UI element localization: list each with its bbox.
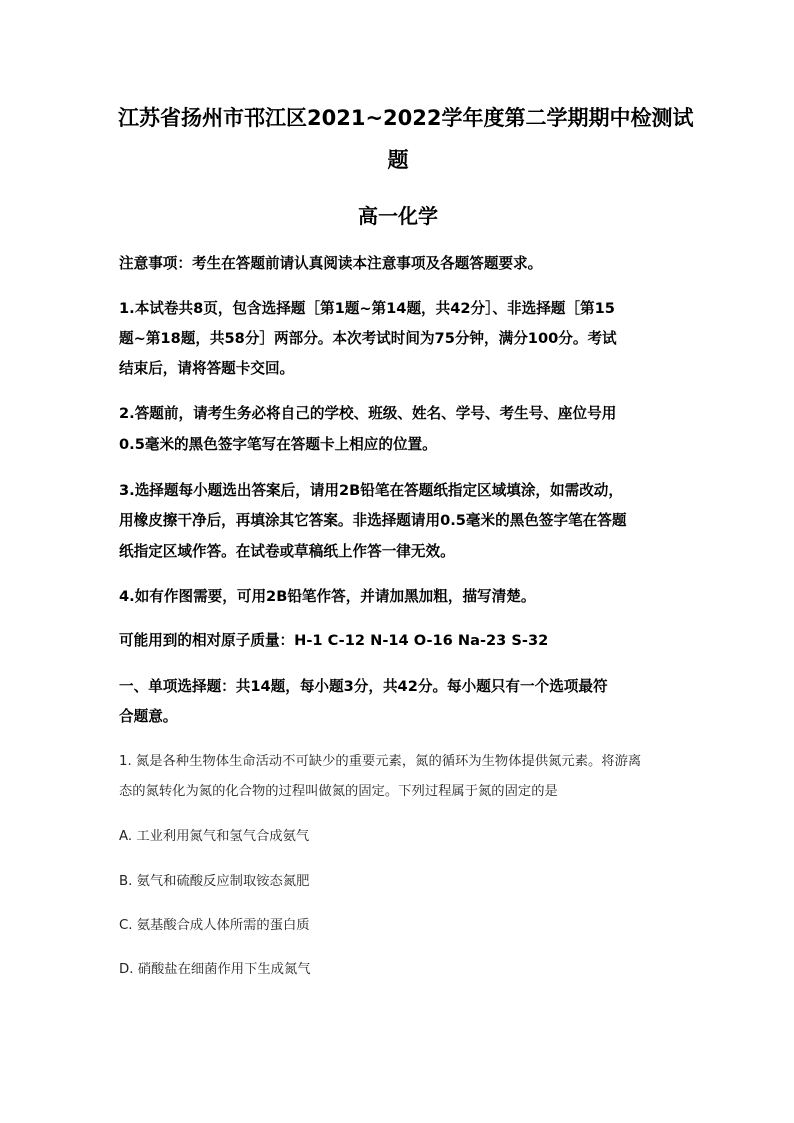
notice-item-1-line-2: 题~第18题，共58分］两部分。本次考试时间为75分钟，满分100分。考试 (119, 330, 617, 347)
notice-item-1-line-3: 结束后，请将答题卡交回。 (119, 360, 295, 377)
notice-item-1-line-1: 1.本试卷共8页，包含选择题［第1题~第14题，共42分］、非选择题［第15 (119, 300, 615, 317)
document-title-line-2: 题 (387, 148, 409, 172)
question-1-option-d: D. 硝酸盐在细菌作用下生成氮气 (119, 962, 311, 977)
section-1-heading-line-2: 合题意。 (119, 708, 178, 725)
question-1-option-b: B. 氨气和硫酸反应制取铵态氮肥 (119, 874, 310, 889)
notice-item-2-line-2: 0.5毫米的黑色签字笔写在答题卡上相应的位置。 (119, 436, 437, 453)
notice-item-4: 4.如有作图需要，可用2B铅笔作答，并请加黑加粗，描写清楚。 (119, 588, 536, 605)
atomic-masses: 可能用到的相对原子质量：H-1 C-12 N-14 O-16 Na-23 S-32 (119, 632, 549, 649)
question-1-stem-line-2: 态的氮转化为氮的化合物的过程叫做氮的固定。下列过程属于氮的固定的是 (119, 784, 558, 799)
section-1-heading-line-1: 一、单项选择题：共14题，每小题3分，共42分。每小题只有一个选项最符 (119, 678, 608, 695)
document-title-line-1: 江苏省扬州市邗江区2021~2022学年度第二学期期中检测试 (118, 106, 694, 130)
notice-item-2-line-1: 2.答题前，请考生务必将自己的学校、班级、姓名、学号、考生号、座位号用 (119, 405, 617, 422)
notice-item-3-line-3: 纸指定区域作答。在试卷或草稿纸上作答一律无效。 (119, 543, 455, 560)
notice-item-3-line-1: 3.选择题每小题选出答案后，请用2B铅笔在答题纸指定区域填涂，如需改动， (119, 482, 623, 499)
question-1-stem-line-1: 1. 氮是各种生物体生命活动不可缺少的重要元素，氮的循环为生物体提供氮元素。将游离 (119, 754, 642, 769)
question-1-option-a: A. 工业利用氮气和氢气合成氨气 (119, 829, 310, 844)
question-1-option-c: C. 氨基酸合成人体所需的蛋白质 (119, 918, 310, 933)
notice-header: 注意事项：考生在答题前请认真阅读本注意事项及各题答题要求。 (119, 255, 543, 272)
notice-item-3-line-2: 用橡皮擦干净后，再填涂其它答案。非选择题请用0.5毫米的黑色签字笔在答题 (119, 512, 627, 529)
subject-title: 高一化学 (358, 204, 438, 228)
